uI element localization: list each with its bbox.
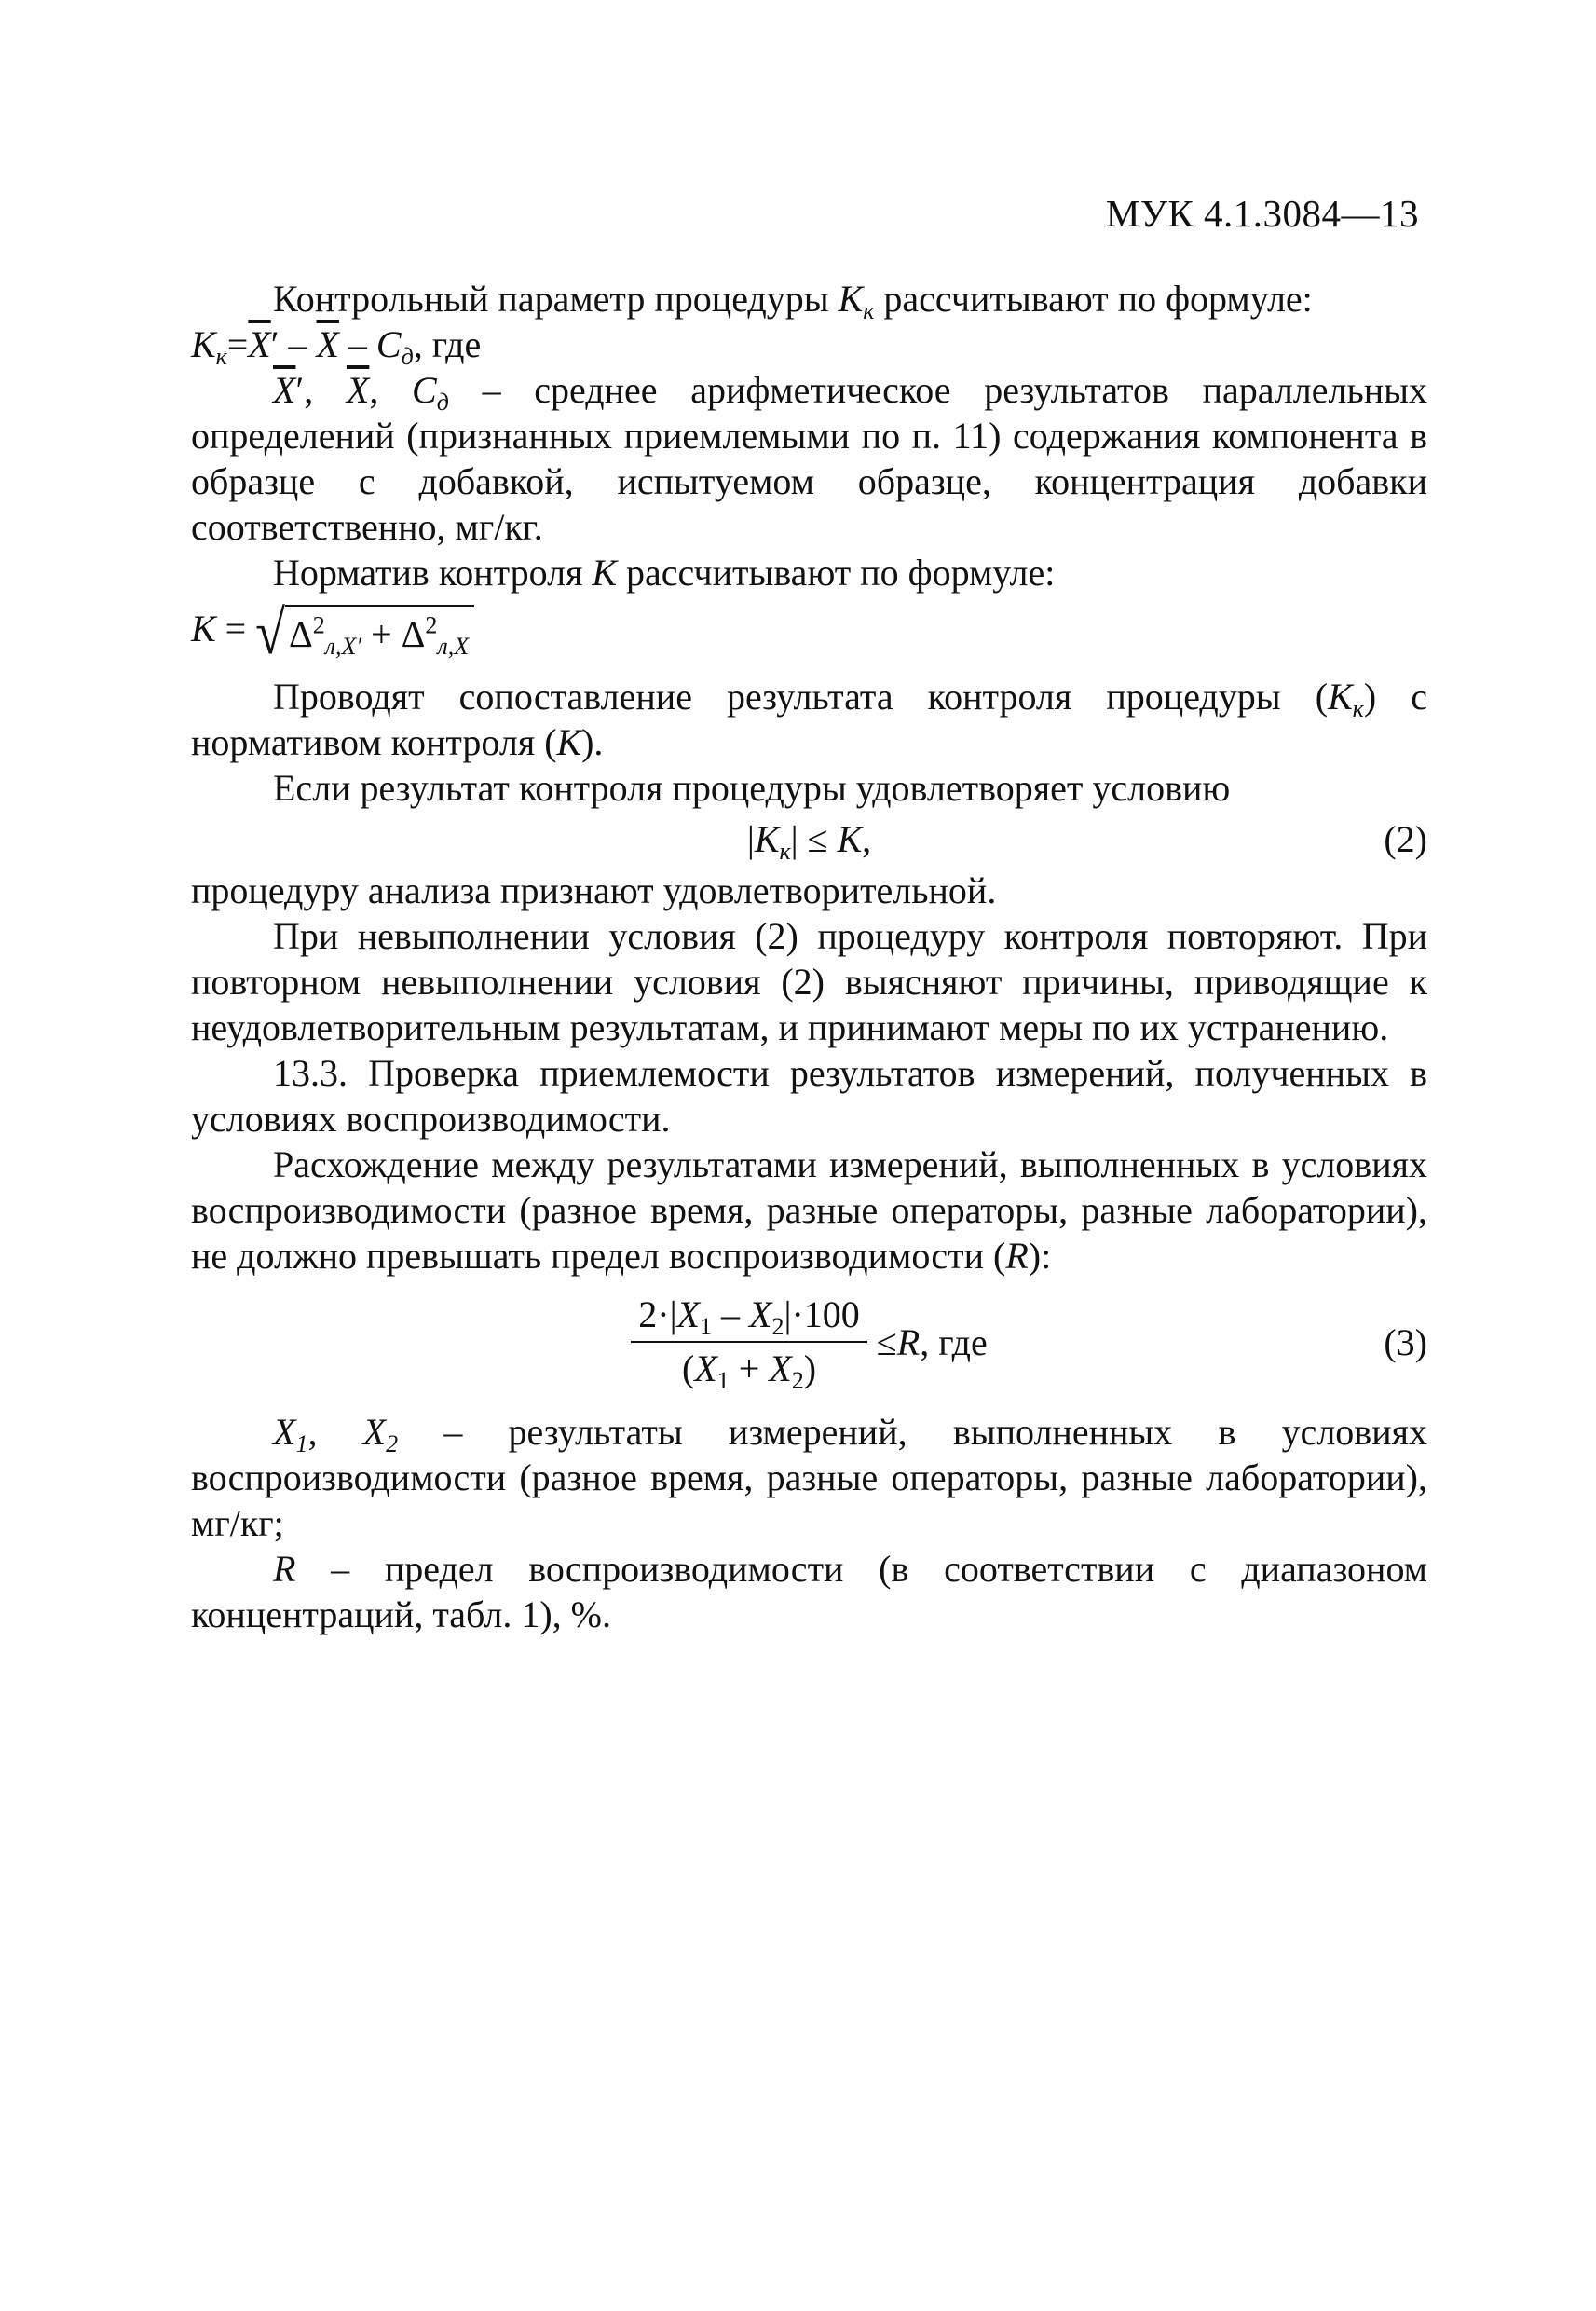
fraction: $\frac{2\cdot|X_1 - X_2|\cdot 100}{(X_1 + X_2)}$ bbox=[631, 1292, 867, 1391]
paragraph-reproducibility: Расхождение между результатами измерений, выполненных в условиях воспроизводимости (разное время, разные операторы, разные лаборатории), не должно превышать предел воспроизводимости (R): bbox=[191, 1143, 1427, 1277]
equation-number-2: (2) bbox=[1384, 818, 1427, 860]
paragraph-comparison: Проводят сопоставление результата контроля процедуры $(К_к)$ с нормативом контроля (К). bbox=[191, 676, 1427, 763]
sqrt-sign: √ $\Delta^2_{л,X'} + \Delta^2_{л,X}$ bbox=[255, 605, 474, 661]
section-heading-13-3: 13.3. Проверка приемлемости результатов измерений, полученных в условиях воспроизводимости. bbox=[191, 1052, 1427, 1140]
document-code: МУК 4.1.3084—13 bbox=[1105, 192, 1419, 235]
paragraph-condition: Если результат контроля процедуры удовлетворяет условию bbox=[273, 767, 1231, 809]
paragraph-satisfactory: процедуру анализа признают удовлетворительной. bbox=[191, 869, 997, 911]
paragraph-definition-r: R – предел воспроизводимости (в соответствии с диапазоном концентраций, табл. 1), %. bbox=[191, 1548, 1427, 1635]
formula-control-parameter: $К_к=\overline{X}' - \overline{X} - С_д$, где bbox=[191, 323, 482, 370]
formula-condition-2: $|К_к| \le К$, (2) bbox=[746, 818, 1427, 865]
document-body bbox=[191, 276, 1427, 1637]
paragraph-control-norm: Норматив контроля К рассчитывают по формуле: bbox=[273, 552, 1056, 594]
paragraph-definitions-2: $X_1$, $X_2$ – результаты измерений, выполненных в условиях воспроизводимости (разное время, разные операторы, разные лаборатории), мг/кг; bbox=[191, 1411, 1427, 1544]
paragraph-repeat: При невыполнении условия (2) процедуру контроля повторяют. При повторном невыполнении условия (2) выясняют причины, приводящие к неудовлетворительным результатам, и принимают меры по их устранению. bbox=[191, 915, 1427, 1048]
paragraph-control-parameter: Контрольный параметр процедуры $К_к$ рассчитывают по формуле: bbox=[273, 278, 1313, 324]
formula-control-norm: К = √ $\Delta^2_{л,X'} + \Delta^2_{л,X}$ bbox=[191, 605, 1427, 661]
equation-number-3: (3) bbox=[1384, 1321, 1427, 1363]
formula-reproducibility-3: $\frac{2\cdot|X_1 - X_2|\cdot 100}{(X_1 + X_2)}$ ≤ R , где (3) bbox=[191, 1290, 1427, 1394]
paragraph-definitions-1: $\overline{X}'$, $\overline{X}$, $С_д$ – среднее арифметическое результатов параллельных определений (признанных приемлемыми по п. 11) содержания компонента в образце с добавкой, испытуемом образце, концентрация добавки соответственно, мг/кг. bbox=[191, 369, 1428, 548]
